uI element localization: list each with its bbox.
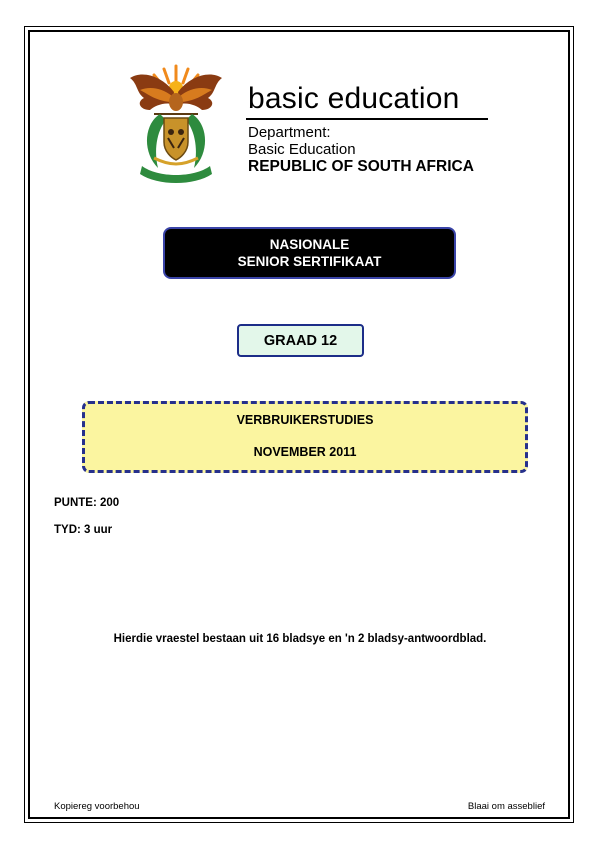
certificate-banner <box>165 229 454 277</box>
department-label: Department: <box>248 124 331 141</box>
paper-length-note: Hierdie vraestel bestaan uit 16 bladsye en 'n 2 bladsy-antwoordblad. <box>113 633 487 645</box>
certificate-line-1: NASIONALE <box>269 237 350 252</box>
coat-of-arms-logo <box>124 62 228 184</box>
grade-badge: GRAAD 12 <box>237 324 364 357</box>
footer-copyright: Kopiereg voorbehou <box>54 801 140 812</box>
marks-label: PUNTE: 200 <box>54 497 120 509</box>
department-name: Basic Education <box>248 141 356 158</box>
country-name: REPUBLIC OF SOUTH AFRICA <box>248 158 474 175</box>
brand-underline <box>246 118 488 120</box>
certificate-line-2: SENIOR SERTIFIKAAT <box>237 254 382 269</box>
exam-session: NOVEMBER 2011 <box>253 445 357 459</box>
brand-wordmark: basic education <box>248 82 460 115</box>
time-label: TYD: 3 uur <box>54 524 113 536</box>
subject-panel <box>82 401 528 473</box>
subject-title: VERBRUIKERSTUDIES <box>236 413 374 427</box>
department-block <box>248 124 474 175</box>
footer-turn-page: Blaai om asseblief <box>467 801 545 812</box>
